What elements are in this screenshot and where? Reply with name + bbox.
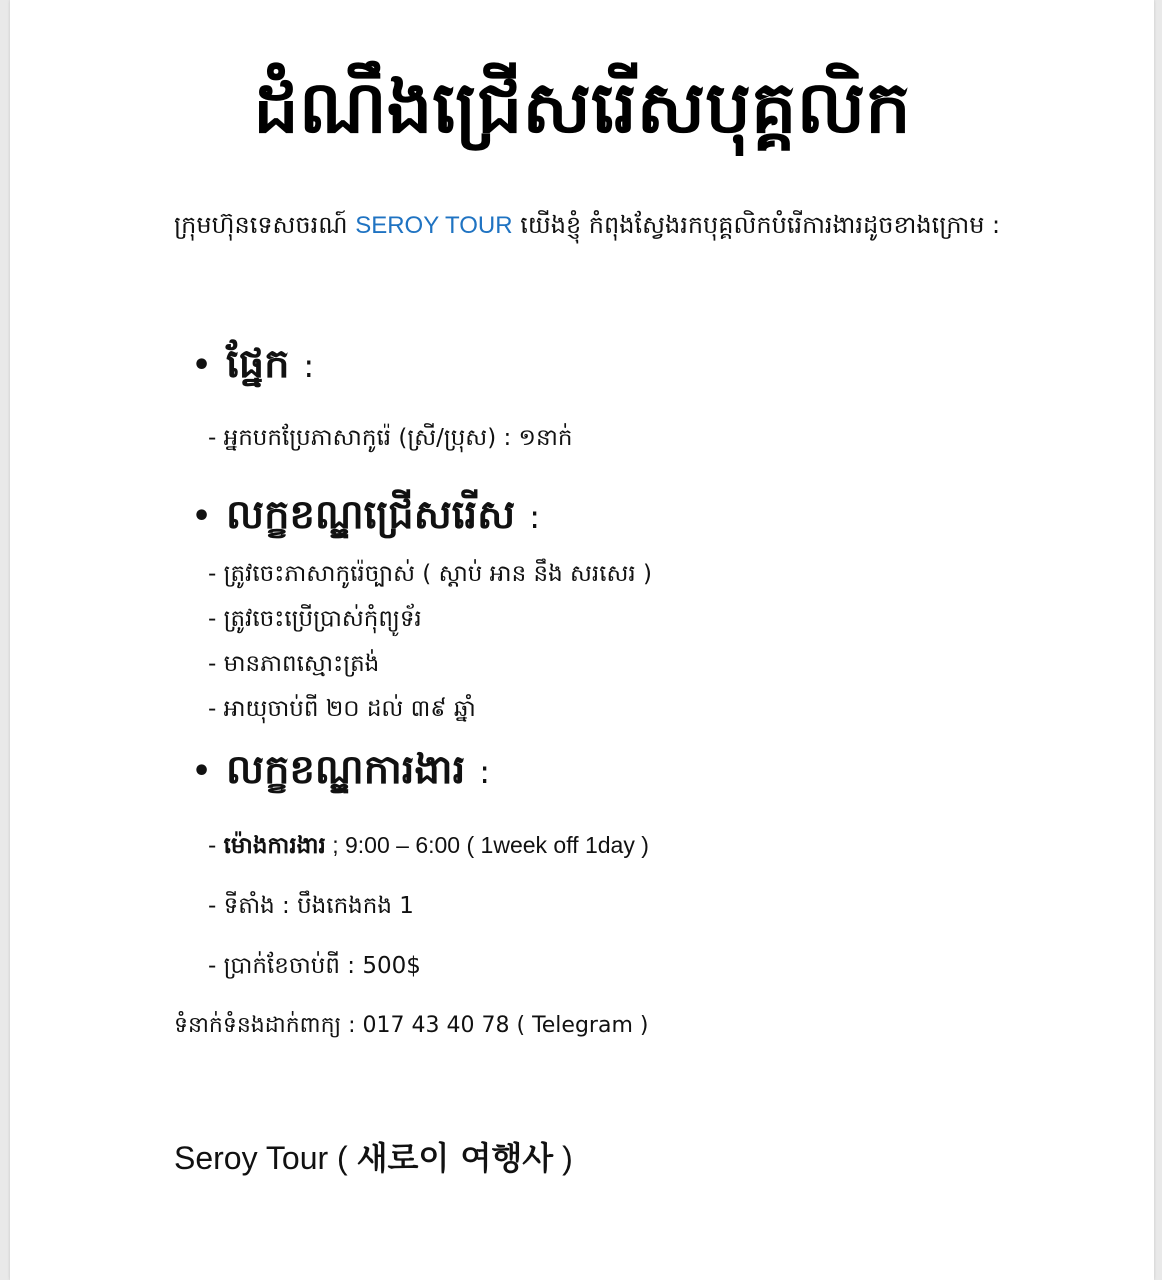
working-hours-prefix: -	[208, 833, 224, 859]
intro-text-after: យើងខ្ញុំ កំពុងស្វែងរកបុគ្គលិកបំរើការងារដូចខាងក្រោម :	[520, 211, 1001, 239]
working-hours-label: ម៉ោងការងារ	[223, 833, 326, 859]
section-heading-text: លក្ខខណ្ឌការងារ	[226, 747, 466, 793]
footer-signature	[174, 1134, 573, 1182]
requirement-line: - មានភាពស្មោះត្រង់	[208, 651, 380, 677]
footer-korean-name: 새로이 여행사	[356, 1139, 554, 1177]
section-heading-text: ផ្នែក	[226, 341, 290, 387]
footer-paren-close: )	[553, 1140, 573, 1176]
section-colon: :	[479, 753, 490, 791]
salary-line: - ប្រាក់ខែចាប់ពី : 500$	[208, 953, 421, 979]
bullet-icon: •	[192, 499, 212, 534]
requirement-line: - អាយុចាប់ពី ២០ ដល់ ៣៩ ឆ្នាំ	[208, 696, 476, 722]
location-line: - ទីតាំង : បឹងកេងកង 1	[208, 893, 414, 919]
section-colon: :	[303, 347, 315, 385]
bullet-icon: •	[192, 348, 212, 383]
requirement-line: - ត្រូវចេះភាសាកូរ៉េច្បាស់ ( ស្តាប់ អាន នឹង សរសេរ )	[208, 561, 652, 587]
section-colon: :	[529, 498, 540, 536]
document-page	[10, 0, 1154, 1280]
section-department-heading	[192, 336, 314, 394]
bullet-icon: •	[192, 754, 212, 789]
footer-paren-open: (	[337, 1140, 357, 1176]
contact-line: ទំនាក់ទំនងដាក់ពាក្យ : 017 43 40 78 ( Telegram )	[174, 1013, 649, 1038]
section-work-conditions-heading	[192, 742, 490, 800]
section-heading-text: លក្ខខណ្ឌជ្រើសរើស	[226, 492, 516, 538]
requirement-line: - ត្រូវចេះប្រើប្រាស់កុំព្យូទ័រ	[208, 606, 422, 632]
footer-company-name: Seroy Tour	[174, 1140, 329, 1176]
section-requirements-heading	[192, 487, 540, 545]
intro-paragraph	[174, 205, 1074, 246]
working-hours-line	[208, 827, 649, 864]
working-hours-value: ; 9:00 – 6:00 ( 1week off 1day )	[325, 832, 649, 858]
page-title: ដំណឹងជ្រើសរើសបុគ្គលិក	[253, 65, 911, 149]
intro-text-before: ក្រុមហ៊ុនទេសចរណ៍	[174, 211, 348, 239]
department-line: - អ្នកបកប្រែភាសាកូរ៉េ (ស្រី/ប្រុស) : ១នាក់	[208, 425, 573, 451]
intro-brand: SEROY TOUR	[355, 212, 513, 239]
